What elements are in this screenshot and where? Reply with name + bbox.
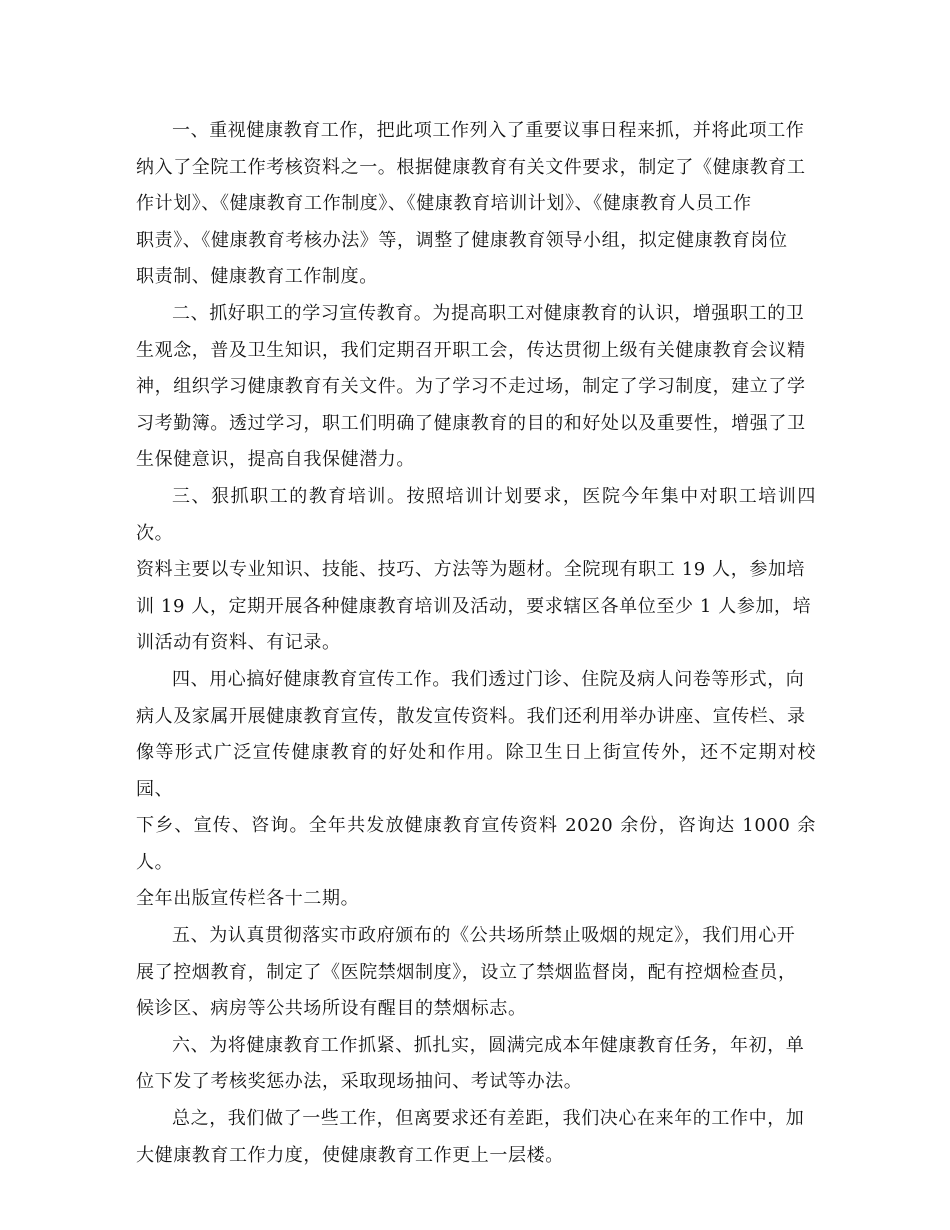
- paragraph-6: 六、为将健康教育工作抓紧、抓扎实，圆满完成本年健康教育任务，年初，单 位下发了考核奖惩办法，采取现场抽问、考试等办法。: [136, 1034, 805, 1093]
- paragraph-1: 一、重视健康教育工作，把此项工作列入了重要议事日程来抓，并将此项工作 纳入了全院工作考核资料之一。根据健康教育有关文件要求，制定了《健康教育工 作计划》、《健康教育工作制度》、《健康教育培训计划》、《健康教育人员工作 职责》、《健康教育考核办法》等，调整了健康教育领导小组，拟定健康教育岗位 职责制、健康教育工作制度。: [136, 120, 806, 288]
- document-body: [136, 113, 816, 1174]
- paragraph-4: 四、用心搞好健康教育宣传工作。我们透过门诊、住院及病人问卷等形式，向 病人及家属开展健康教育宣传，散发宣传资料。我们还利用举办讲座、宣传栏、录 像等形式广泛宣传健康教育的好处和作用。除卫生日上街宣传外，还不定期对校园、 下乡、宣传、咨询。全年共发放健康教育宣传资料 2020 余份，咨询达 1000 余人。 全年出版宣传栏各十二期。: [136, 668, 816, 910]
- paragraph-5: 五、为认真贯彻落实市政府颁布的《公共场所禁止吸烟的规定》，我们用心开 展了控烟教育，制定了《医院禁烟制度》，设立了禁烟监督岗，配有控烟检查员， 候诊区、病房等公共场所设有醒目的禁烟标志。: [136, 925, 797, 1020]
- paragraph-3: 三、狠抓职工的教育培训。按照培训计划要求，医院今年集中对职工培训四次。 资料主要以专业知识、技能、技巧、方法等为题材。全院现有职工 19 人，参加培 训 19 人，定期开展各种健康教育培训及活动，要求辖区各单位至少 1 人参加，培 训活动有资料、有记录。: [136, 485, 816, 654]
- paragraph-2: 二、抓好职工的学习宣传教育。为提高职工对健康教育的认识，增强职工的卫 生观念，普及卫生知识，我们定期召开职工会，传达贯彻上级有关健康教育会议精 神，组织学习健康教育有关文件。为了学习不走过场，制定了学习制度，建立了学 习考勤簿。透过学习，职工们明确了健康教育的目的和好处以及重要性，增强了卫 生保健意识，提高自我保健潜力。: [136, 302, 806, 471]
- paragraph-7: 总之，我们做了一些工作，但离要求还有差距，我们决心在来年的工作中，加 大健康教育工作力度，使健康教育工作更上一层楼。: [136, 1108, 805, 1166]
